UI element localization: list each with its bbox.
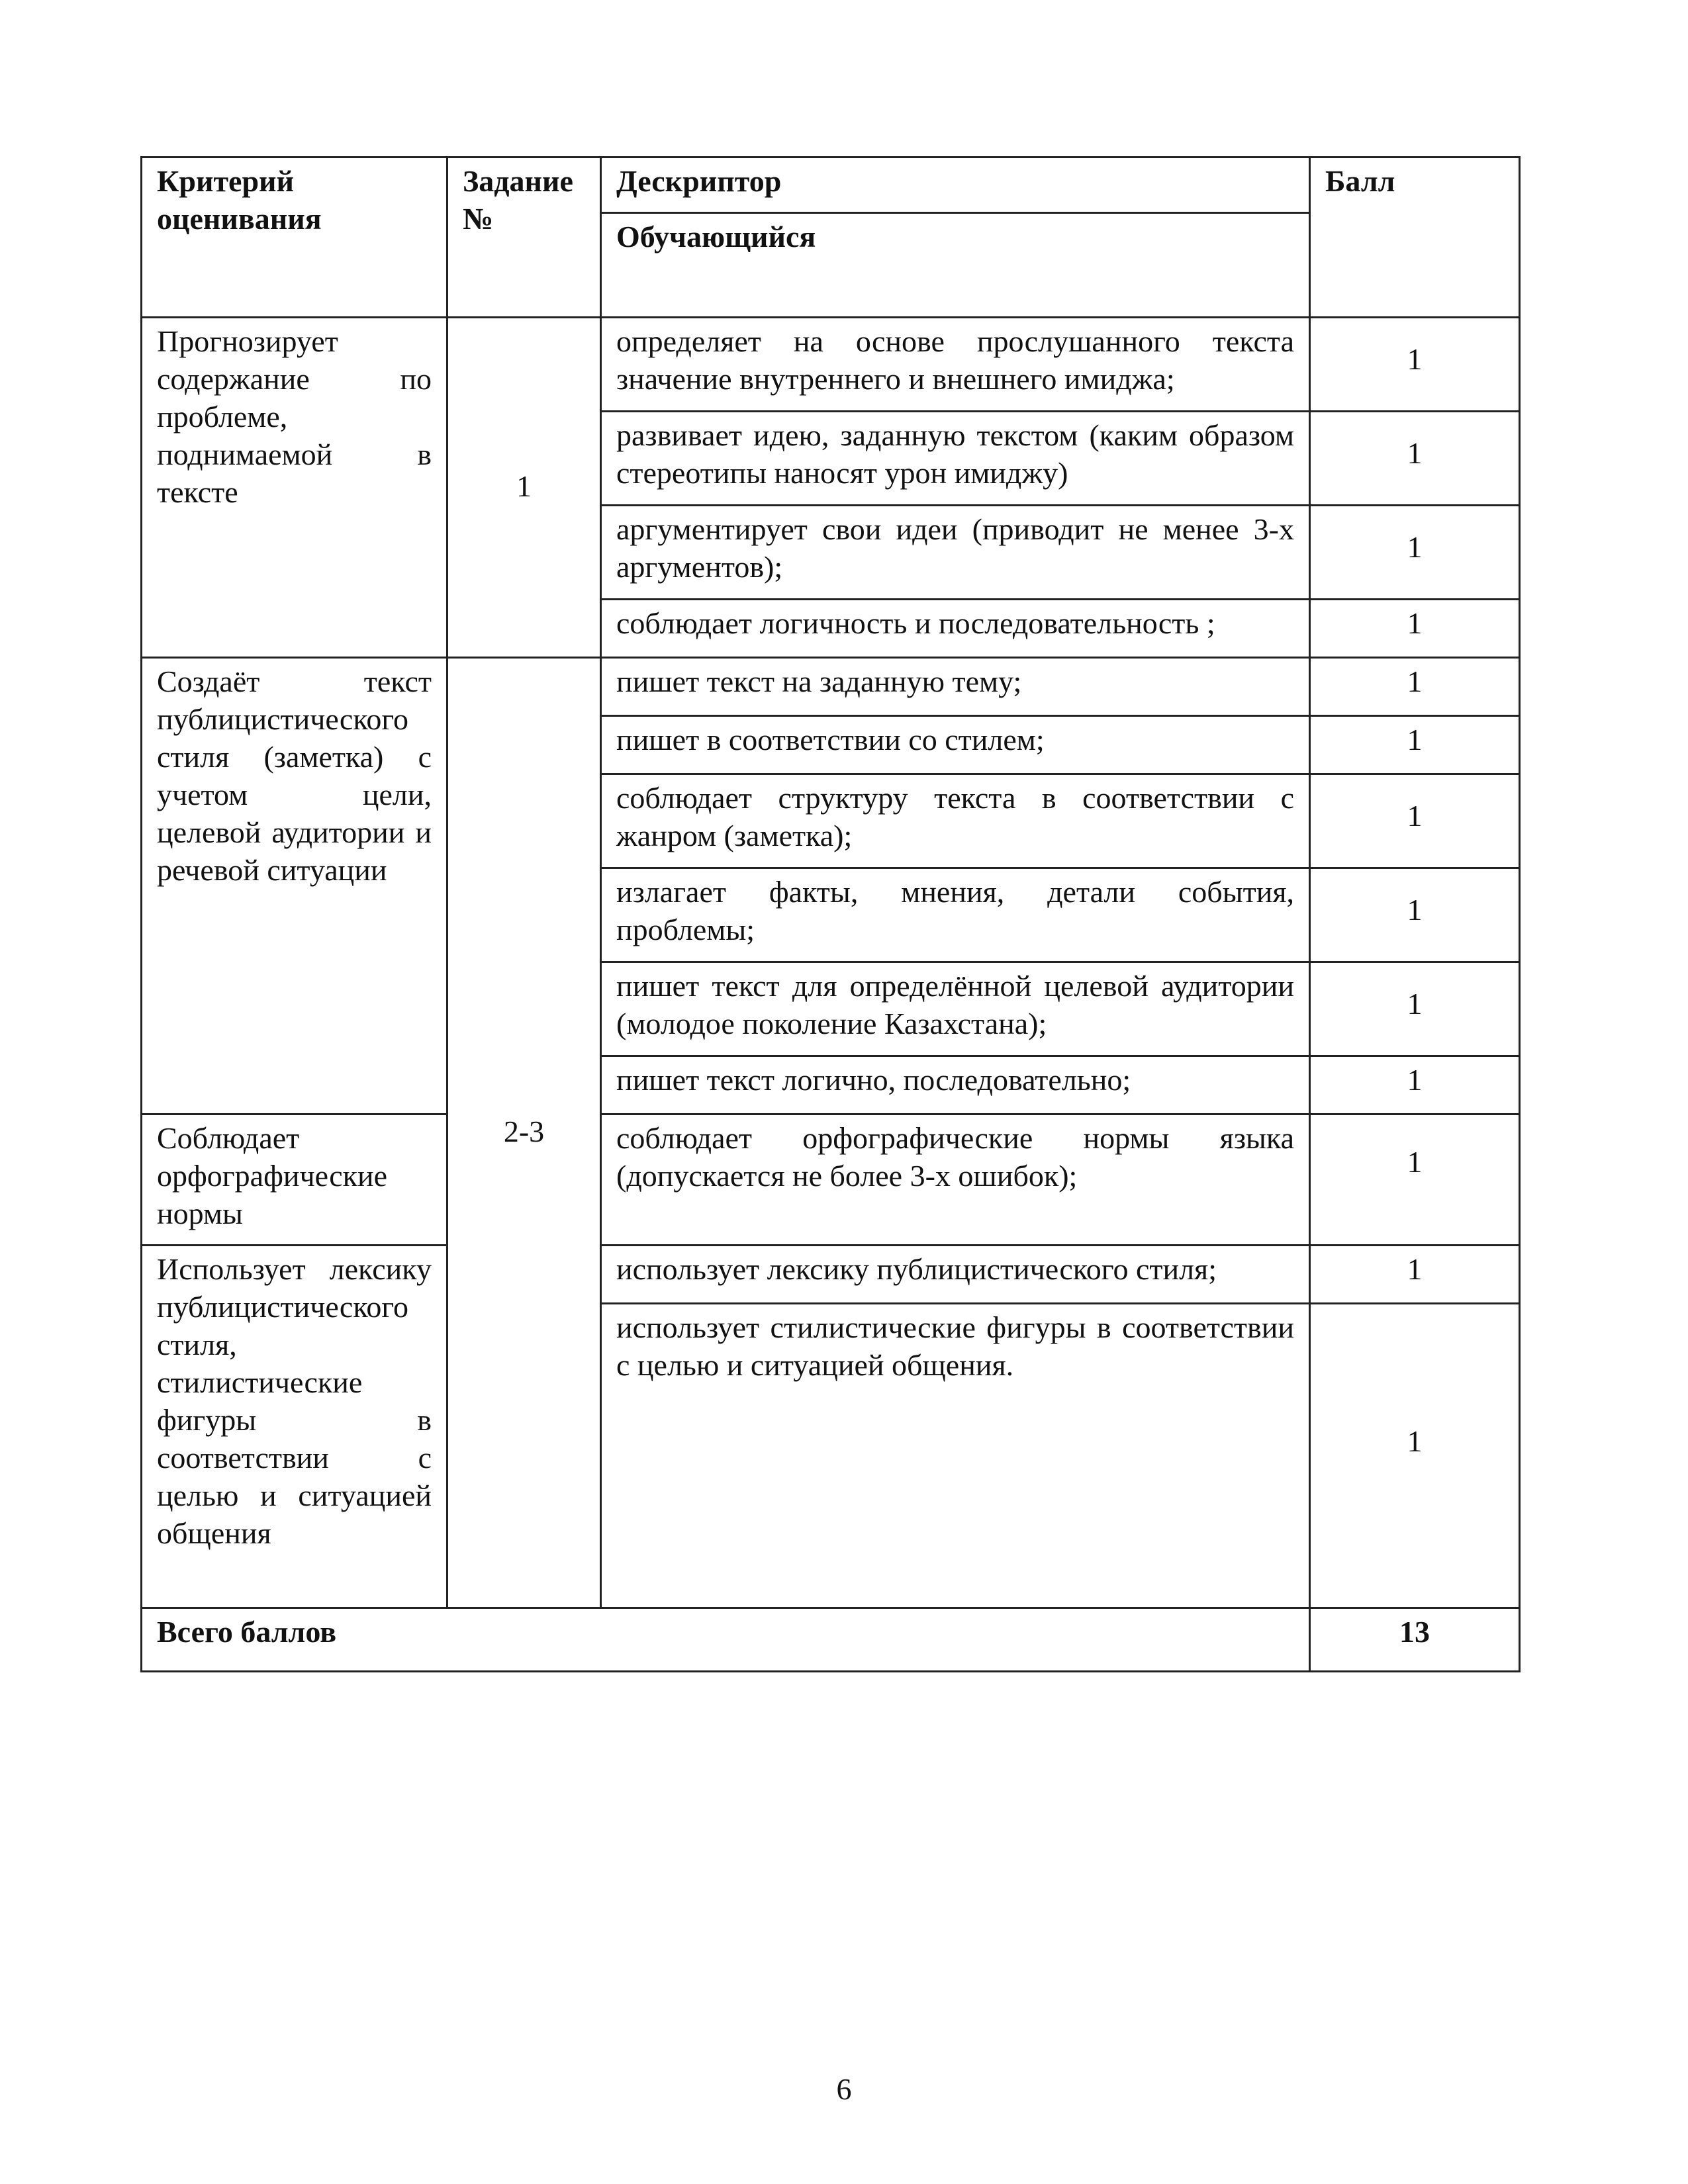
- descriptor-cell: пишет текст на заданную тему;: [601, 658, 1310, 716]
- score-cell: 1: [1310, 716, 1520, 774]
- total-row: [142, 1608, 1520, 1672]
- table-row: [142, 1115, 1520, 1246]
- descriptor-cell: определяет на основе прослушанного текста значение внутреннего и внешнего имиджа;: [601, 318, 1310, 412]
- descriptor-cell: соблюдает структуру текста в соответствии с жанром (заметка);: [601, 774, 1310, 868]
- score-cell: 1: [1310, 318, 1520, 412]
- descriptor-cell: излагает факты, мнения, детали события, проблемы;: [601, 868, 1310, 962]
- page-number: 6: [836, 2072, 852, 2106]
- table-row: [142, 318, 1520, 412]
- total-label: Всего баллов: [142, 1608, 1310, 1672]
- total-score: 13: [1310, 1608, 1520, 1672]
- descriptor-cell: пишет в соответствии со стилем;: [601, 716, 1310, 774]
- score-cell: 1: [1310, 1115, 1520, 1246]
- score-cell: 1: [1310, 1246, 1520, 1304]
- table-row: [142, 1246, 1520, 1304]
- score-cell: 1: [1310, 658, 1520, 716]
- assessment-rubric-table: [140, 156, 1521, 1672]
- header-row: [142, 158, 1520, 213]
- table-row: [142, 658, 1520, 716]
- score-cell: 1: [1310, 962, 1520, 1056]
- descriptor-cell: соблюдает орфографические нормы языка (допускается не более 3-х ошибок);: [601, 1115, 1310, 1246]
- score-cell: 1: [1310, 1056, 1520, 1115]
- descriptor-cell: использует стилистические фигуры в соответствии с целью и ситуацией общения.: [601, 1304, 1310, 1608]
- criterion-cell: Соблюдает орфографические нормы: [142, 1115, 447, 1246]
- header-descriptor: Дескриптор: [601, 158, 1310, 213]
- task-number-cell: 2-3: [447, 658, 601, 1608]
- task-number-cell: 1: [447, 318, 601, 658]
- descriptor-cell: пишет текст для определённой целевой аудитории (молодое поколение Казахстана);: [601, 962, 1310, 1056]
- descriptor-cell: аргументирует свои идеи (приводит не менее 3-х аргументов);: [601, 506, 1310, 600]
- header-score: Балл: [1310, 158, 1520, 318]
- descriptor-cell: развивает идею, заданную текстом (каким образом стереотипы наносят урон имиджу): [601, 412, 1310, 506]
- header-learner: Обучающийся: [601, 213, 1310, 318]
- score-cell: 1: [1310, 774, 1520, 868]
- descriptor-cell: использует лексику публицистического стиля;: [601, 1246, 1310, 1304]
- score-cell: 1: [1310, 506, 1520, 600]
- criterion-cell: Использует лексику публицистического стиля, стилистические фигуры в соответствии с целью и ситуацией общения: [142, 1246, 447, 1608]
- score-cell: 1: [1310, 868, 1520, 962]
- criterion-cell: Создаёт текст публицистического стиля (заметка) с учетом цели, целевой аудитории и речевой ситуации: [142, 658, 447, 1115]
- header-criterion: Критерий оценивания: [142, 158, 447, 318]
- score-cell: 1: [1310, 1304, 1520, 1608]
- score-cell: 1: [1310, 412, 1520, 506]
- descriptor-cell: пишет текст логично, последовательно;: [601, 1056, 1310, 1115]
- header-task: Задание №: [447, 158, 601, 318]
- criterion-cell: Прогнозирует содержание по проблеме, поднимаемой в тексте: [142, 318, 447, 658]
- descriptor-cell: соблюдает логичность и последовательность ;: [601, 600, 1310, 658]
- score-cell: 1: [1310, 600, 1520, 658]
